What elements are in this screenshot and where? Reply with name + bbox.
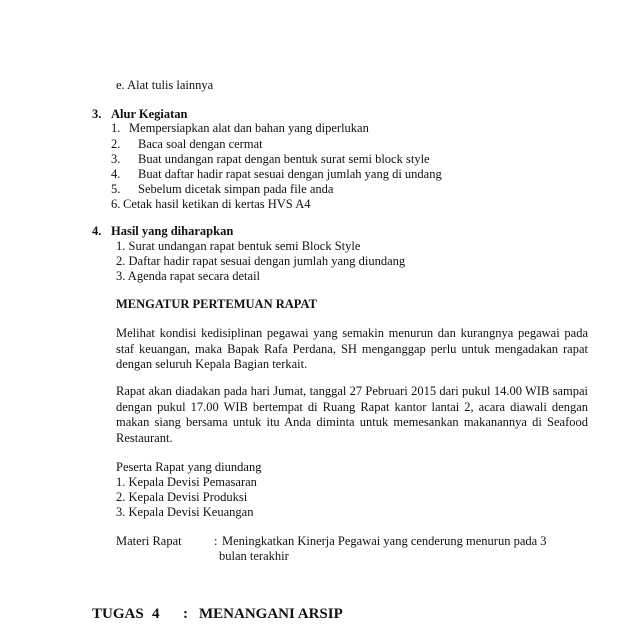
top-list-item: e. Alat tulis lainnya (116, 78, 214, 92)
section3-item-num: 5. (111, 182, 121, 196)
section4-number: 4. (92, 224, 102, 238)
section3-item-text: Mempersiapkan alat dan bahan yang diperlukan (129, 121, 369, 135)
section3-item-text: Buat daftar hadir rapat sesuai dengan jumlah yang di undang (138, 167, 442, 181)
section3-item-num: 1. (111, 121, 121, 135)
materi-value-line-1: Meningkatkan Kinerja Pegawai yang cenderung menurun pada 3 (222, 534, 547, 548)
meeting-heading: MENGATUR PERTEMUAN RAPAT (116, 297, 317, 311)
footer-title: MENANGANI ARSIP (199, 606, 343, 622)
footer-task-label: TUGAS (92, 606, 144, 622)
materi-label: Materi Rapat (116, 534, 182, 548)
section3-item-num: 4. (111, 167, 121, 181)
section3-number: 3. (92, 107, 102, 121)
section4-title: Hasil yang diharapkan (111, 224, 234, 238)
participant-item: 3. Kepala Devisi Keuangan (116, 505, 254, 519)
section4-item: 2. Daftar hadir rapat sesuai dengan jumlah yang diundang (116, 254, 406, 268)
materi-value-line-2: bulan terakhir (219, 549, 289, 563)
section3-item-text: Buat undangan rapat dengan bentuk surat semi block style (138, 152, 430, 166)
section4-item: 1. Surat undangan rapat bentuk semi Block Style (116, 239, 361, 253)
section3-item-num: 2. (111, 137, 121, 151)
participant-item: 2. Kepala Devisi Produksi (116, 490, 248, 504)
section4-item: 3. Agenda rapat secara detail (116, 269, 261, 283)
section3-item-num: 6. (111, 197, 121, 211)
materi-colon: : (214, 534, 218, 548)
footer-task-number: 4 (152, 606, 160, 622)
participants-title: Peserta Rapat yang diundang (116, 460, 262, 474)
section3-item-num: 3. (111, 152, 121, 166)
section3-item-text: Baca soal dengan cermat (138, 137, 263, 151)
section3-title: Alur Kegiatan (111, 107, 188, 121)
participant-item: 1. Kepala Devisi Pemasaran (116, 475, 257, 489)
meeting-paragraph-2: Rapat akan diadakan pada hari Jumat, tanggal 27 Pebruari 2015 dari pukul 14.00 WIB sampai dengan pukul 17.00 WIB bertempat di Ruang Rapat kantor lantai 2, acara diawali dengan makan siang bersama untuk itu Anda diminta untuk memesankan makanannya di Seafood Restaurant. (116, 384, 588, 445)
section3-item-text: Sebelum dicetak simpan pada file anda (138, 182, 334, 196)
meeting-paragraph-1: Melihat kondisi kedisiplinan pegawai yang semakin menurun dan kurangnya pegawai pada staf keuangan, maka Bapak Rafa Perdana, SH menganggap perlu untuk mengadakan rapat dengan seluruh Kepala Bagian terkait. (116, 326, 588, 371)
footer-colon: : (183, 606, 188, 622)
section3-item-text: Cetak hasil ketikan di kertas HVS A4 (123, 197, 311, 211)
